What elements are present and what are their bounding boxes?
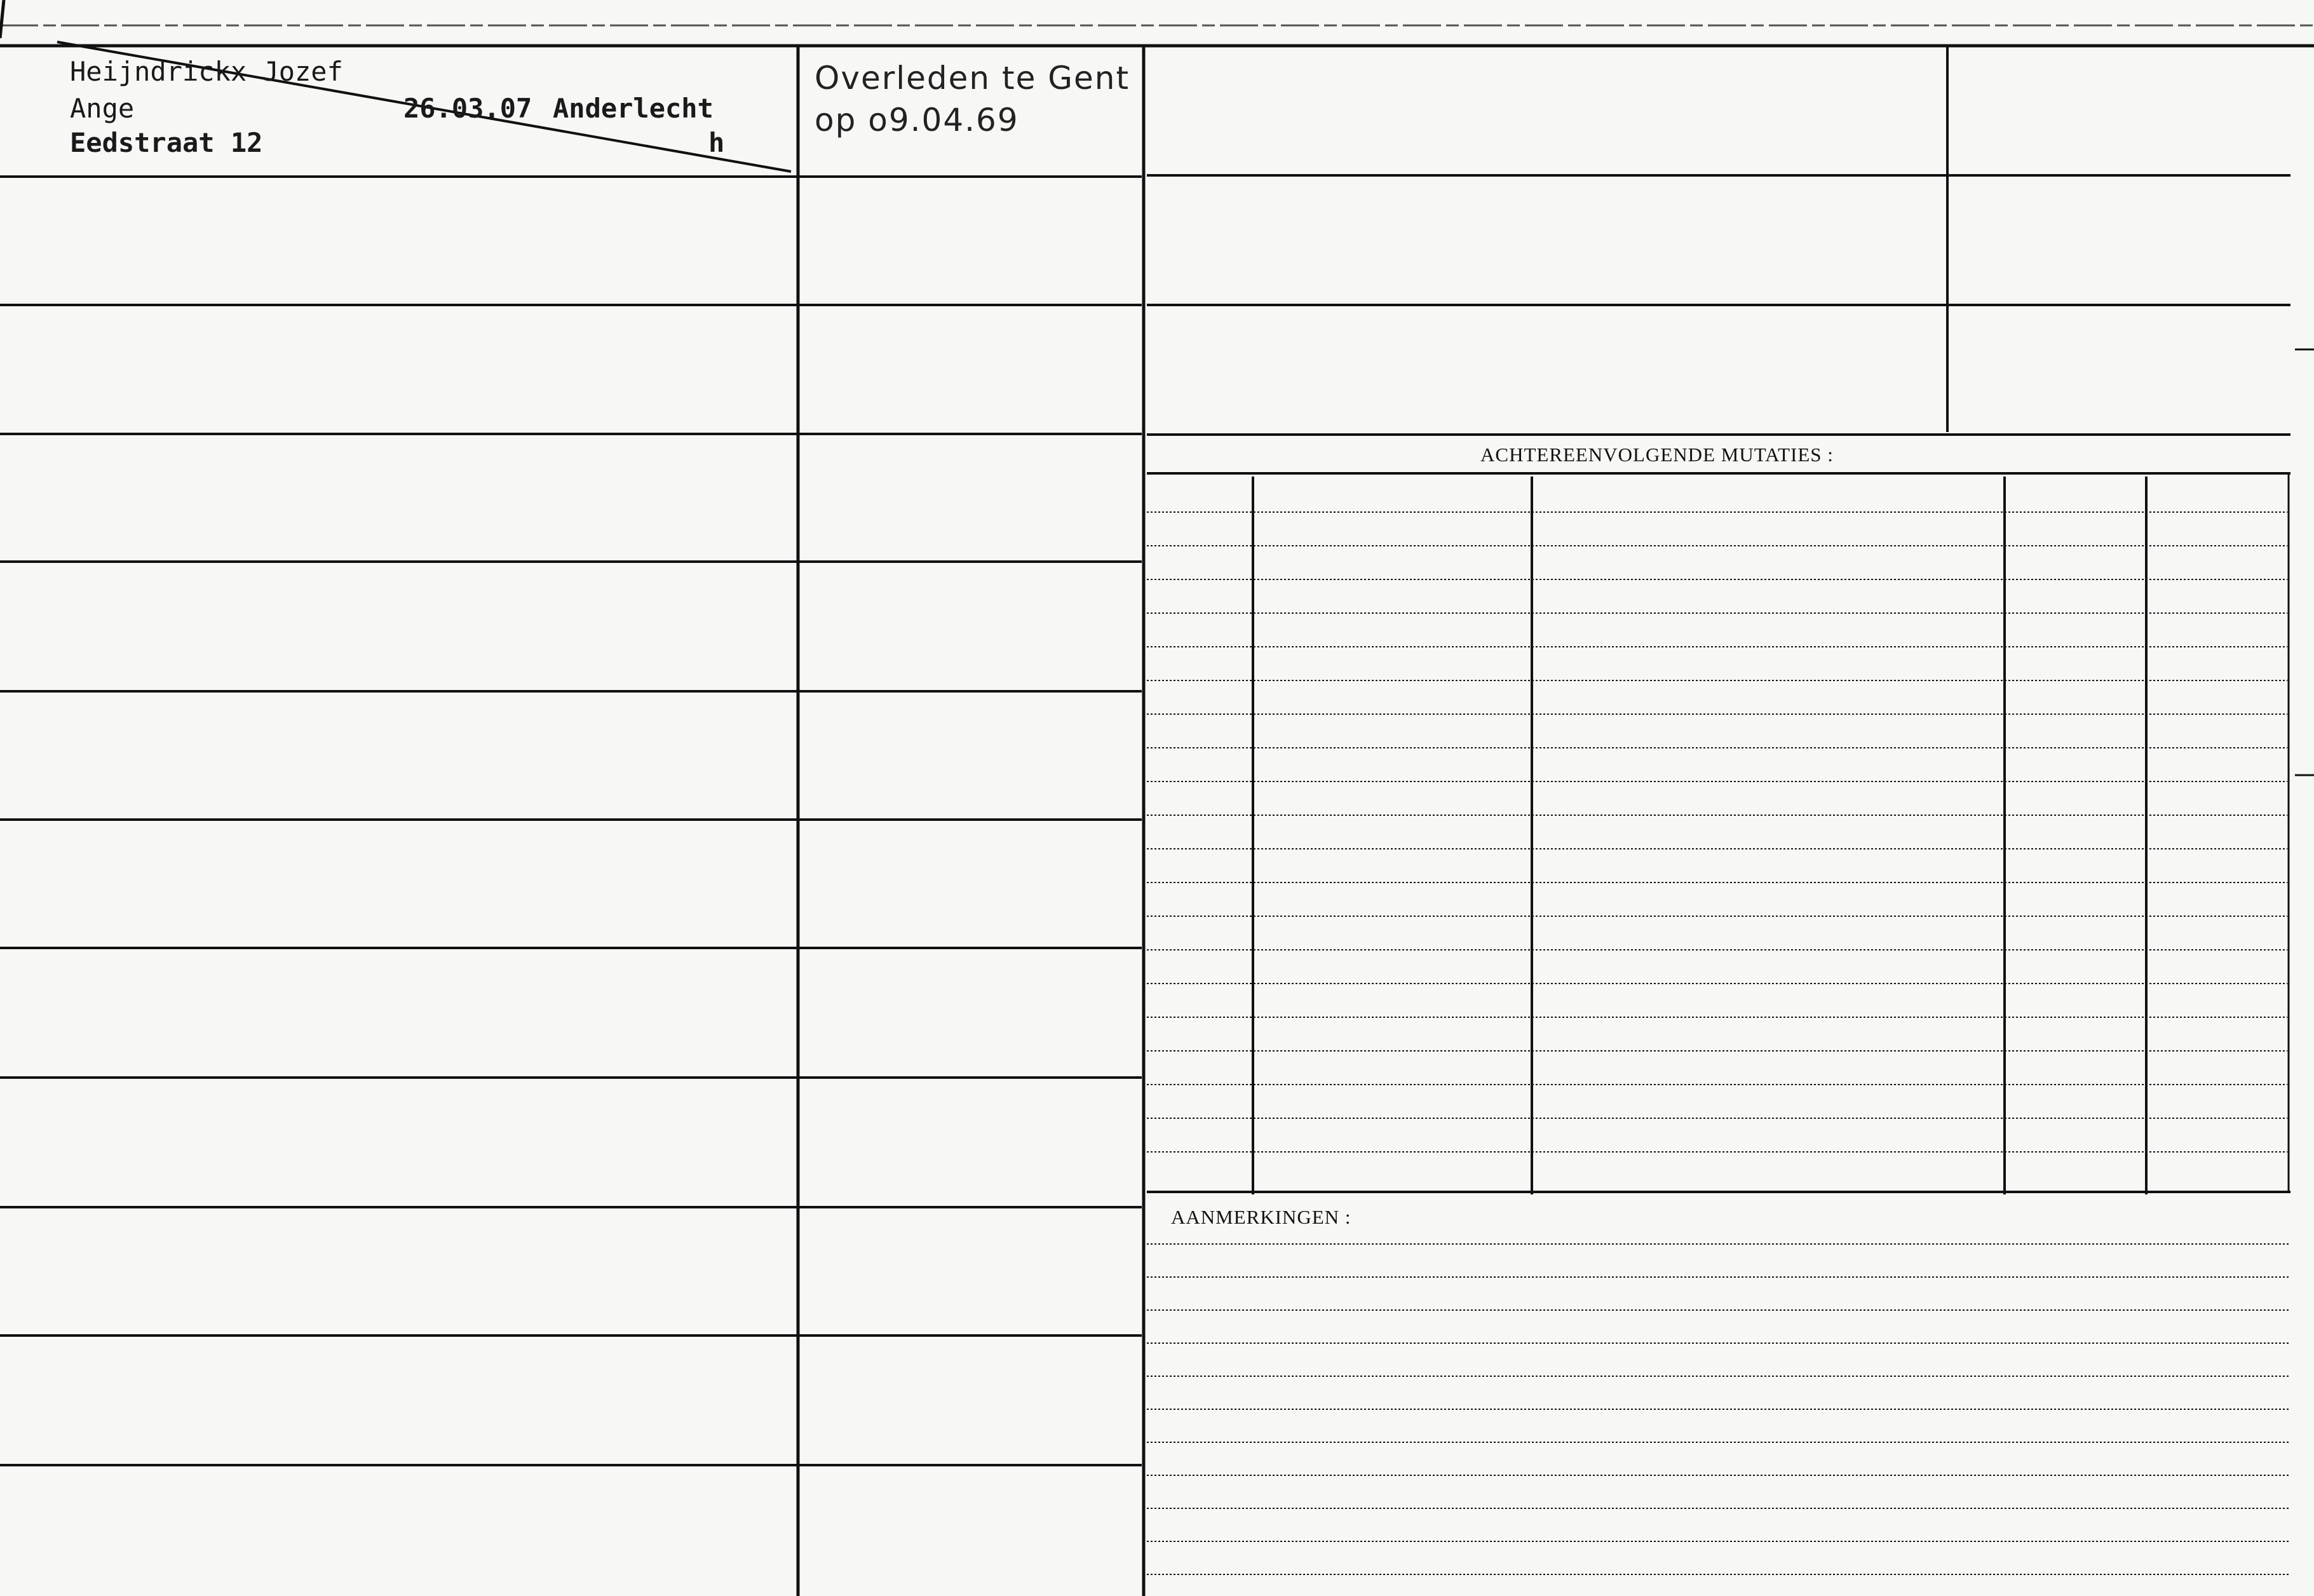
record-birth-date: 26.03.07 xyxy=(403,93,532,124)
record-marker: h xyxy=(708,127,725,158)
record-name: Heijndrickx Jozef xyxy=(70,56,343,87)
mutations-table xyxy=(1147,473,2290,1194)
remarks-lines xyxy=(1147,1244,2290,1574)
record-firstname: Ange xyxy=(70,93,135,124)
record-birth-place: Anderlecht xyxy=(553,93,714,124)
death-remark-line1: Overleden te Gent xyxy=(815,60,1130,97)
remarks-heading: AANMERKINGEN : xyxy=(1171,1206,1351,1228)
record-address: Eedstraat 12 xyxy=(70,127,263,158)
mutations-heading: ACHTEREENVOLGENDE MUTATIES : xyxy=(1480,443,1834,466)
death-remark-line2: op o9.04.69 xyxy=(815,102,1019,139)
